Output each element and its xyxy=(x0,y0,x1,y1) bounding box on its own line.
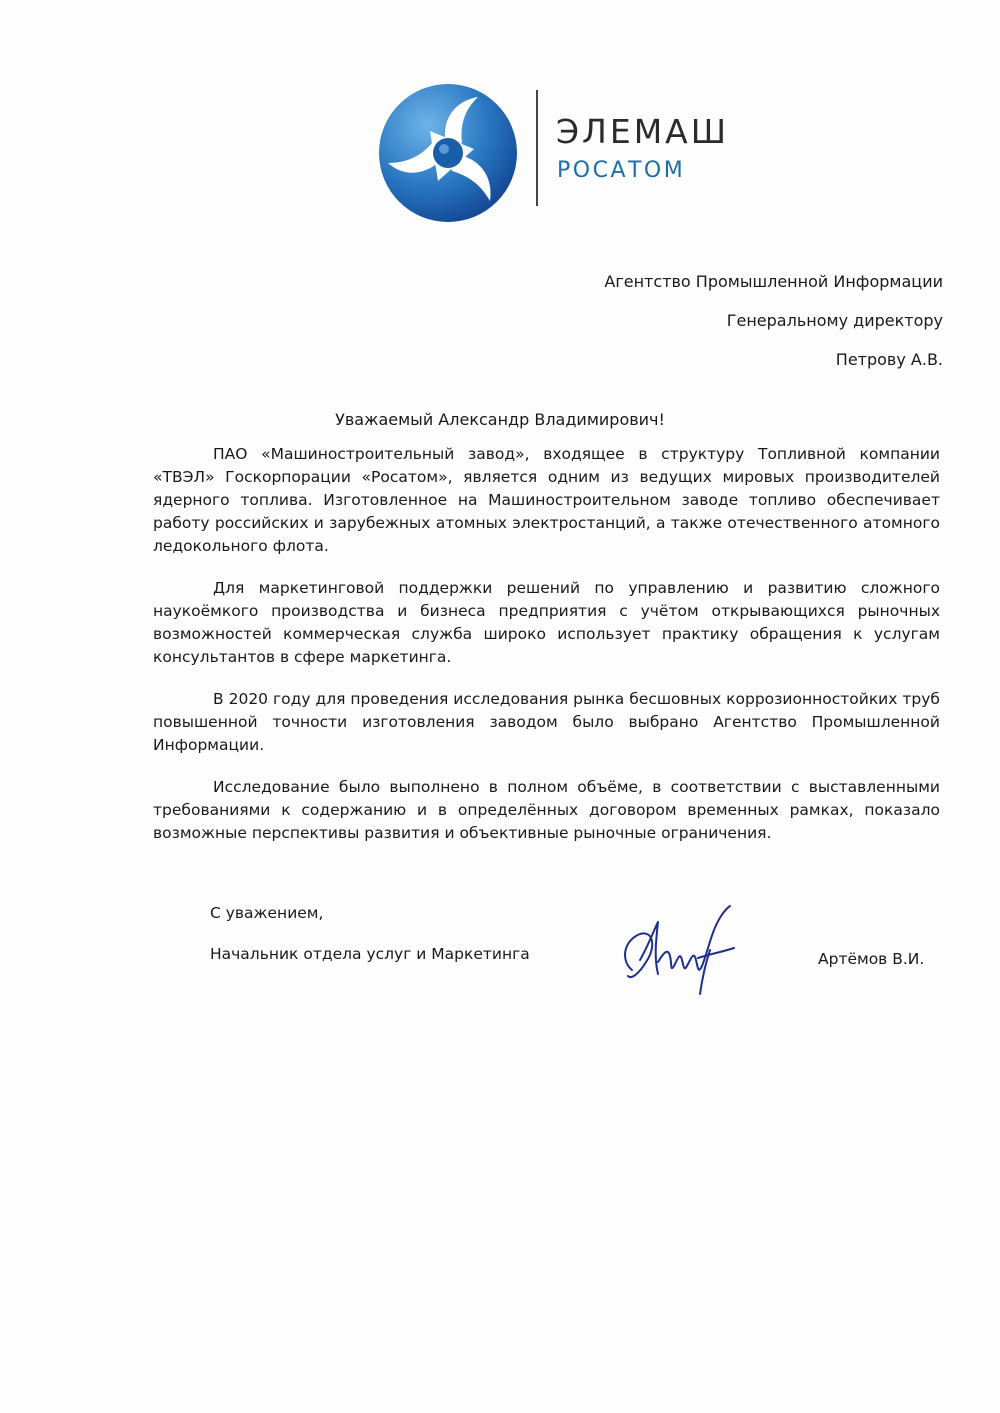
rosatom-emblem-icon xyxy=(378,83,518,223)
logo-divider xyxy=(536,90,538,206)
closing-regards: С уважением, xyxy=(210,904,324,922)
brand-subtitle: РОСАТОМ xyxy=(557,158,686,183)
body-paragraph: В 2020 году для проведения исследования рынка бесшовных коррозионностойких труб повышенной точности изготовления заводом было выбрано Агентство Промышленной Информации. xyxy=(153,690,940,754)
addressee-position: Генеральному директору xyxy=(726,311,943,330)
body-paragraph: ПАО «Машиностроительный завод», входящее в структуру Топливной компании «ТВЭЛ» Госкорпорации «Росатом», является одним из ведущих мировых производителей ядерного топлива. Изготовленное на Машиностроительном заводе топливо обеспечивает работу российских и зарубежных атомных электростанций, а также отечественного атомного ледокольного флота. xyxy=(153,445,940,555)
body-paragraph: Исследование было выполнено в полном объёме, в соответствии с выставленными требованиями к содержанию и в определённых договором временных рамках, показало возможные перспективы развития и объективные рыночные ограничения. xyxy=(153,778,940,842)
body-paragraph: Для маркетинговой поддержки решений по управлению и развитию сложного наукоёмкого производства и бизнеса предприятия с учётом открывающихся рыночных возможностей коммерческая служба широко использует практику обращения к услугам консультантов в сфере маркетинга. xyxy=(153,579,940,666)
brand-name: ЭЛЕМАШ xyxy=(556,112,730,151)
handwritten-signature-icon xyxy=(610,900,750,1000)
signer-name: Артёмов В.И. xyxy=(818,950,925,968)
addressee-organization: Агентство Промышленной Информации xyxy=(604,272,943,291)
letter-body xyxy=(153,443,940,864)
signer-position: Начальник отдела услуг и Маркетинга xyxy=(210,945,530,963)
addressee-name: Петрову А.В. xyxy=(835,350,943,369)
addressee-block xyxy=(604,262,943,379)
salutation: Уважаемый Александр Владимирович! xyxy=(335,410,665,429)
